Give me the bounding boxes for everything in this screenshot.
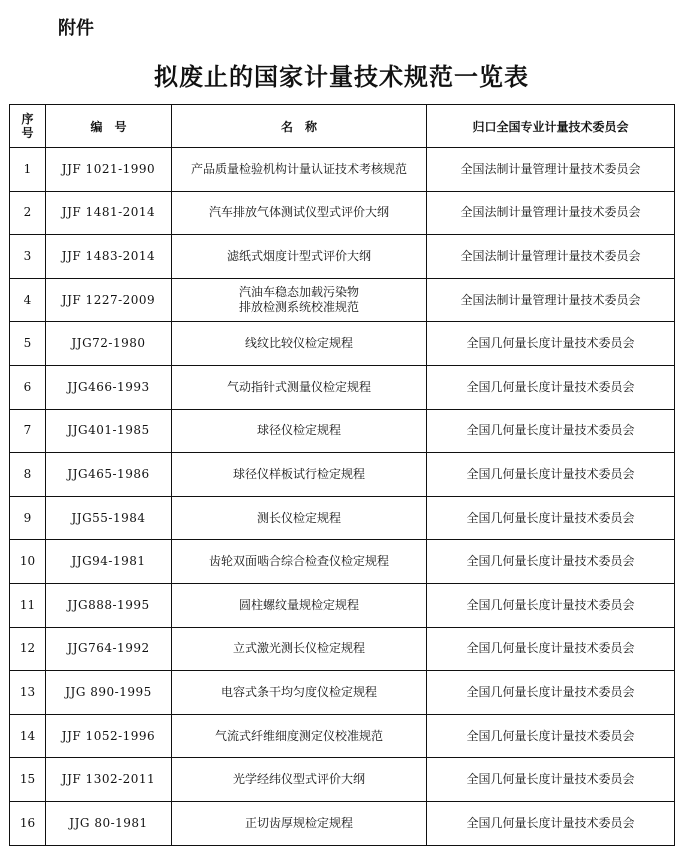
- row-number-cell: 4: [10, 278, 46, 322]
- standard-code-cell: JJG466-1993: [46, 365, 172, 409]
- standard-name-cell: 汽车排放气体测试仪型式评价大纲: [172, 191, 427, 235]
- table-row: [10, 627, 675, 671]
- standard-code-cell: JJG55-1984: [46, 496, 172, 540]
- row-number-cell: 13: [10, 671, 46, 715]
- committee-cell: 全国法制计量管理计量技术委员会: [427, 191, 675, 235]
- standard-name-cell: 测长仪检定规程: [172, 496, 427, 540]
- table-row: [10, 191, 675, 235]
- row-number-cell: 10: [10, 540, 46, 584]
- committee-cell: 全国几何量长度计量技术委员会: [427, 365, 675, 409]
- standard-name-cell: 光学经纬仪型式评价大纲: [172, 758, 427, 802]
- committee-cell: 全国几何量长度计量技术委员会: [427, 758, 675, 802]
- table-row: [10, 714, 675, 758]
- committee-cell: 全国几何量长度计量技术委员会: [427, 714, 675, 758]
- row-number-cell: 5: [10, 322, 46, 366]
- standard-name-cell: 产品质量检验机构计量认证技术考核规范: [172, 148, 427, 192]
- standard-code-cell: JJG465-1986: [46, 453, 172, 497]
- table-row: [10, 235, 675, 279]
- row-number-cell: 2: [10, 191, 46, 235]
- committee-cell: 全国法制计量管理计量技术委员会: [427, 278, 675, 322]
- committee-cell: 全国几何量长度计量技术委员会: [427, 409, 675, 453]
- standard-code-cell: JJG764-1992: [46, 627, 172, 671]
- row-number-cell: 14: [10, 714, 46, 758]
- standard-code-cell: JJG401-1985: [46, 409, 172, 453]
- standard-code-cell: JJG94-1981: [46, 540, 172, 584]
- header-no: [10, 105, 46, 148]
- committee-cell: 全国几何量长度计量技术委员会: [427, 540, 675, 584]
- standard-name-cell: 正切齿厚规检定规程: [172, 801, 427, 845]
- standards-table: [9, 104, 675, 846]
- standard-code-cell: JJF 1021-1990: [46, 148, 172, 192]
- committee-cell: 全国几何量长度计量技术委员会: [427, 671, 675, 715]
- table-row: [10, 801, 675, 845]
- table-row: [10, 453, 675, 497]
- table-body: [10, 148, 675, 846]
- table-row: [10, 148, 675, 192]
- page-title: 拟废止的国家计量技术规范一览表: [154, 63, 529, 91]
- row-number-cell: 12: [10, 627, 46, 671]
- committee-cell: 全国几何量长度计量技术委员会: [427, 583, 675, 627]
- header-no-label: 序 号: [21, 112, 34, 140]
- header-committee: 归口全国专业计量技术委员会: [427, 105, 675, 148]
- committee-cell: 全国法制计量管理计量技术委员会: [427, 235, 675, 279]
- table-row: [10, 758, 675, 802]
- table-row: [10, 409, 675, 453]
- row-number-cell: 6: [10, 365, 46, 409]
- standard-name-cell: 立式激光测长仪检定规程: [172, 627, 427, 671]
- table-row: [10, 540, 675, 584]
- standard-code-cell: JJF 1302-2011: [46, 758, 172, 802]
- header-name: 名 称: [172, 105, 427, 148]
- table-row: [10, 278, 675, 322]
- row-number-cell: 7: [10, 409, 46, 453]
- row-number-cell: 8: [10, 453, 46, 497]
- header-row: [10, 105, 675, 148]
- standard-code-cell: JJF 1227-2009: [46, 278, 172, 322]
- row-number-cell: 1: [10, 148, 46, 192]
- table-row: [10, 365, 675, 409]
- committee-cell: 全国几何量长度计量技术委员会: [427, 801, 675, 845]
- standard-code-cell: JJF 1481-2014: [46, 191, 172, 235]
- standard-name-cell: 球径仪样板试行检定规程: [172, 453, 427, 497]
- standard-code-cell: JJG 890-1995: [46, 671, 172, 715]
- standard-name-cell: 球径仪检定规程: [172, 409, 427, 453]
- row-number-cell: 9: [10, 496, 46, 540]
- standard-name-cell: 齿轮双面啮合综合检查仪检定规程: [172, 540, 427, 584]
- committee-cell: 全国几何量长度计量技术委员会: [427, 322, 675, 366]
- standard-name-cell: 汽油车稳态加载污染物 排放检测系统校准规范: [172, 278, 427, 322]
- row-number-cell: 11: [10, 583, 46, 627]
- row-number-cell: 16: [10, 801, 46, 845]
- standard-code-cell: JJF 1483-2014: [46, 235, 172, 279]
- table-row: [10, 583, 675, 627]
- standard-code-cell: JJF 1052-1996: [46, 714, 172, 758]
- standard-name-cell: 滤纸式烟度计型式评价大纲: [172, 235, 427, 279]
- table-row: [10, 322, 675, 366]
- row-number-cell: 3: [10, 235, 46, 279]
- table-row: [10, 671, 675, 715]
- table-row: [10, 496, 675, 540]
- committee-cell: 全国几何量长度计量技术委员会: [427, 496, 675, 540]
- standard-code-cell: JJG72-1980: [46, 322, 172, 366]
- table-header: [10, 105, 675, 148]
- committee-cell: 全国法制计量管理计量技术委员会: [427, 148, 675, 192]
- committee-cell: 全国几何量长度计量技术委员会: [427, 453, 675, 497]
- standard-code-cell: JJG888-1995: [46, 583, 172, 627]
- standard-name-cell: 圆柱螺纹量规检定规程: [172, 583, 427, 627]
- standard-name-cell: 电容式条干均匀度仪检定规程: [172, 671, 427, 715]
- standard-code-cell: JJG 80-1981: [46, 801, 172, 845]
- header-code: 编 号: [46, 105, 172, 148]
- annex-label: 附件: [58, 18, 94, 39]
- row-number-cell: 15: [10, 758, 46, 802]
- committee-cell: 全国几何量长度计量技术委员会: [427, 627, 675, 671]
- standard-name-cell: 气流式纤维细度测定仪校准规范: [172, 714, 427, 758]
- standard-name-cell: 气动指针式测量仪检定规程: [172, 365, 427, 409]
- standard-name-cell: 线纹比较仪检定规程: [172, 322, 427, 366]
